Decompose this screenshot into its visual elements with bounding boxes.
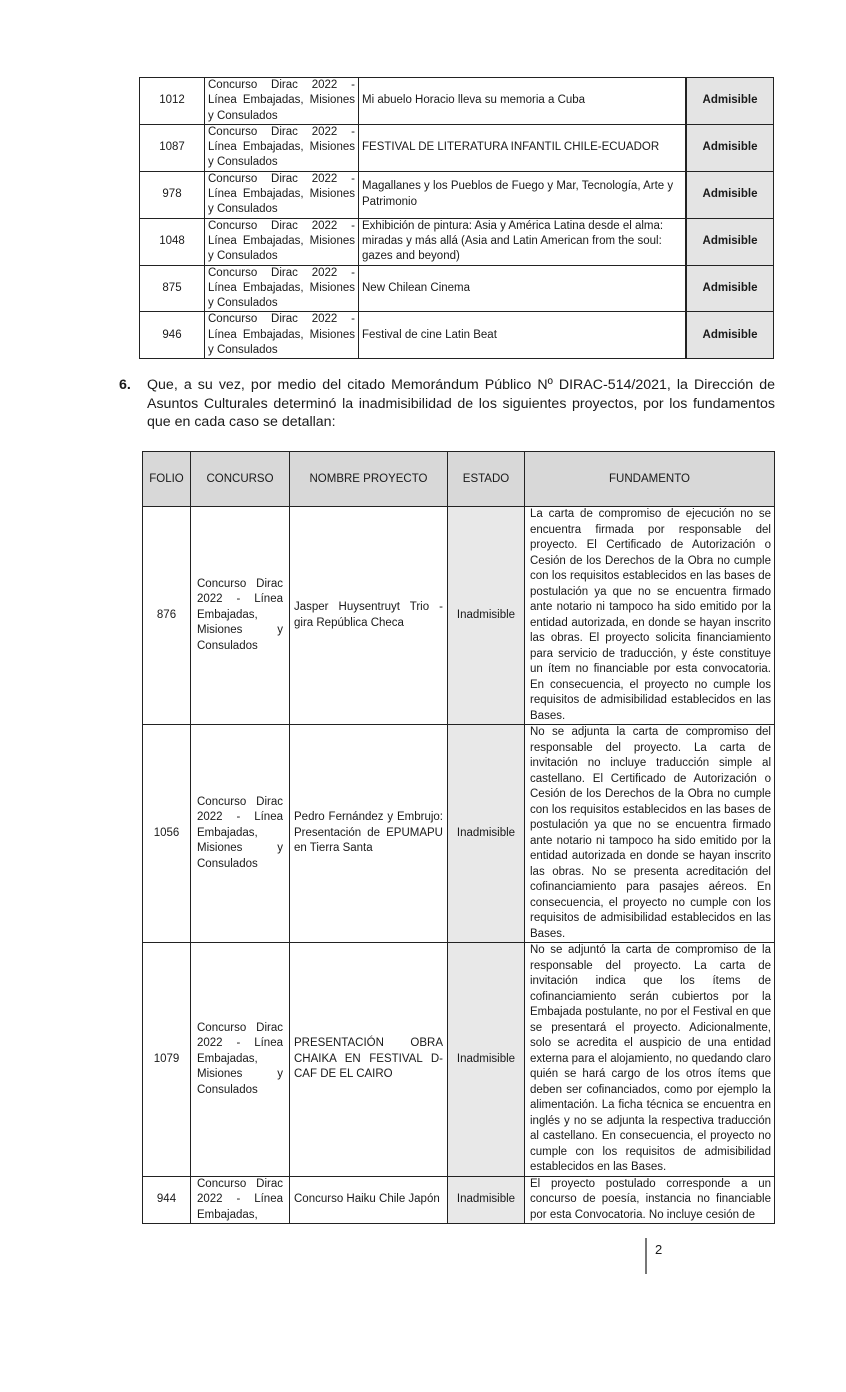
concurso-cell: Concurso Dirac 2022 - Línea Embajadas, Misiones y Consulados	[191, 507, 290, 725]
concurso-cell: Concurso Dirac 2022 - Línea Embajadas, Misiones y Consulados	[205, 265, 359, 312]
page-number-marker	[645, 1238, 663, 1274]
header-concurso: CONCURSO	[191, 452, 290, 507]
paragraph-text: Que, a su vez, por medio del citado Memorándum Público Nº DIRAC-514/2021, la Dirección de Asuntos Culturales determinó la inadmisibilidad de los siguientes proyectos, por los fundamentos que en cada caso se detallan:	[147, 377, 775, 430]
inadmissible-projects-table	[142, 451, 775, 1224]
table-header-row	[143, 452, 775, 507]
folio-cell: 876	[143, 507, 191, 725]
table-row	[140, 265, 774, 312]
paragraph-6	[119, 376, 775, 432]
project-name-cell: Jasper Huysentruyt Trio - gira República Checa	[290, 507, 448, 725]
concurso-cell: Concurso Dirac 2022 - Línea Embajadas, Misiones y Consulados	[191, 725, 290, 943]
folio-cell: 946	[140, 312, 205, 359]
folio-cell: 978	[140, 171, 205, 218]
header-fundamento: FUNDAMENTO	[525, 452, 775, 507]
fundamento-cell: La carta de compromiso de ejecución no se encuentra firmada por responsable del proyecto. El Certificado de Autorización o Cesión de los Derechos de la Obra no cumple con los requisitos establecidos en las bases de postulación ya que no se encuentra firmado ante notario ni tampoco ha sido emitido por la entidad autorizada, en donde se hayan inscrito las obras. El proyecto solicita financiamiento para servicio de traducción, y éste constituye un ítem no financiable por esta convocatoria. En consecuencia, el proyecto no cumple los requisitos de admisibilidad establecidos en las Bases.	[525, 507, 775, 725]
status-cell: Inadmisible	[448, 943, 525, 1177]
fundamento-cell: No se adjuntó la carta de compromiso de la responsable del proyecto. La carta de invitación indica que los ítems de cofinanciamiento serán cubiertos por la Embajada postulante, no por el Festival en que se presentará el proyecto. Adicionalmente, solo se acredita el auspicio de una entidad externa para el alojamiento, no quedando claro quién se hará cargo de los otros ítems que deben ser cofinanciados, como por ejemplo la alimentación. La ficha técnica se encuentra en inglés y no se adjunta la respectiva traducción al castellano. En consecuencia, el proyecto no cumple con los requisitos de admisibilidad establecidos en las Bases.	[525, 943, 775, 1177]
fundamento-cell: El proyecto postulado corresponde a un concurso de poesía, instancia no financiable por esta Convocatoria. No incluye cesión de	[525, 1176, 775, 1224]
header-folio: FOLIO	[143, 452, 191, 507]
folio-cell: 875	[140, 265, 205, 312]
table-row	[140, 218, 774, 265]
table-row	[143, 725, 775, 943]
concurso-cell: Concurso Dirac 2022 - Línea Embajadas, Misiones y Consulados	[205, 78, 359, 125]
project-name-cell: Mi abuelo Horacio lleva su memoria a Cuba	[359, 78, 686, 125]
project-name-cell: Pedro Fernández y Embrujo: Presentación de EPUMAPU en Tierra Santa	[290, 725, 448, 943]
project-name-cell: PRESENTACIÓN OBRA CHAIKA EN FESTIVAL D-CAF DE EL CAIRO	[290, 943, 448, 1177]
status-cell: Inadmisible	[448, 1176, 525, 1224]
table-row	[140, 78, 774, 125]
folio-cell: 1079	[143, 943, 191, 1177]
project-name-cell: FESTIVAL DE LITERATURA INFANTIL CHILE-ECUADOR	[359, 124, 686, 171]
status-cell: Inadmisible	[448, 725, 525, 943]
concurso-cell: Concurso Dirac 2022 - Línea Embajadas, Misiones y Consulados	[205, 312, 359, 359]
project-name-cell: New Chilean Cinema	[359, 265, 686, 312]
concurso-cell: Concurso Dirac 2022 - Línea Embajadas,	[191, 1176, 290, 1224]
folio-cell: 1087	[140, 124, 205, 171]
project-name-cell: Exhibición de pintura: Asia y América Latina desde el alma: miradas y más allá (Asia and Latin American from the soul: gazes and beyond)	[359, 218, 686, 265]
status-cell: Admisible	[687, 218, 774, 265]
table-row	[140, 124, 774, 171]
concurso-cell: Concurso Dirac 2022 - Línea Embajadas, Misiones y Consulados	[205, 218, 359, 265]
page-number: 2	[655, 1242, 663, 1257]
folio-cell: 1056	[143, 725, 191, 943]
concurso-cell: Concurso Dirac 2022 - Línea Embajadas, Misiones y Consulados	[205, 124, 359, 171]
folio-cell: 944	[143, 1176, 191, 1224]
fundamento-cell: No se adjunta la carta de compromiso del responsable del proyecto. La carta de invitación no incluye traducción simple al castellano. El Certificado de Autorización o Cesión de los Derechos de la Obra no cumple con los requisitos establecidos en las bases de postulación ya que no se encuentra firmado ante notario ni tampoco ha sido emitido por la entidad autorizada en donde se hayan inscrito las obras. No se presenta acreditación del cofinanciamiento para pasajes aéreos. En consecuencia, el proyecto no cumple con los requisitos de admisibilidad establecidos en las Bases.	[525, 725, 775, 943]
table-row	[143, 1176, 775, 1224]
project-name-cell: Magallanes y los Pueblos de Fuego y Mar, Tecnología, Arte y Patrimonio	[359, 171, 686, 218]
header-estado: ESTADO	[448, 452, 525, 507]
folio-cell: 1012	[140, 78, 205, 125]
project-name-cell: Concurso Haiku Chile Japón	[290, 1176, 448, 1224]
admissible-projects-table	[139, 77, 774, 359]
table-row	[143, 507, 775, 725]
table-row	[140, 312, 774, 359]
table-row	[143, 943, 775, 1177]
project-name-cell: Festival de cine Latin Beat	[359, 312, 686, 359]
table-row	[140, 171, 774, 218]
paragraph-number: 6.	[119, 377, 131, 393]
concurso-cell: Concurso Dirac 2022 - Línea Embajadas, Misiones y Consulados	[191, 943, 290, 1177]
status-cell: Admisible	[687, 312, 774, 359]
header-nombre: NOMBRE PROYECTO	[290, 452, 448, 507]
status-cell: Admisible	[687, 265, 774, 312]
status-cell: Admisible	[687, 78, 774, 125]
folio-cell: 1048	[140, 218, 205, 265]
status-cell: Admisible	[687, 171, 774, 218]
concurso-cell: Concurso Dirac 2022 - Línea Embajadas, Misiones y Consulados	[205, 171, 359, 218]
status-cell: Inadmisible	[448, 507, 525, 725]
status-cell: Admisible	[687, 124, 774, 171]
